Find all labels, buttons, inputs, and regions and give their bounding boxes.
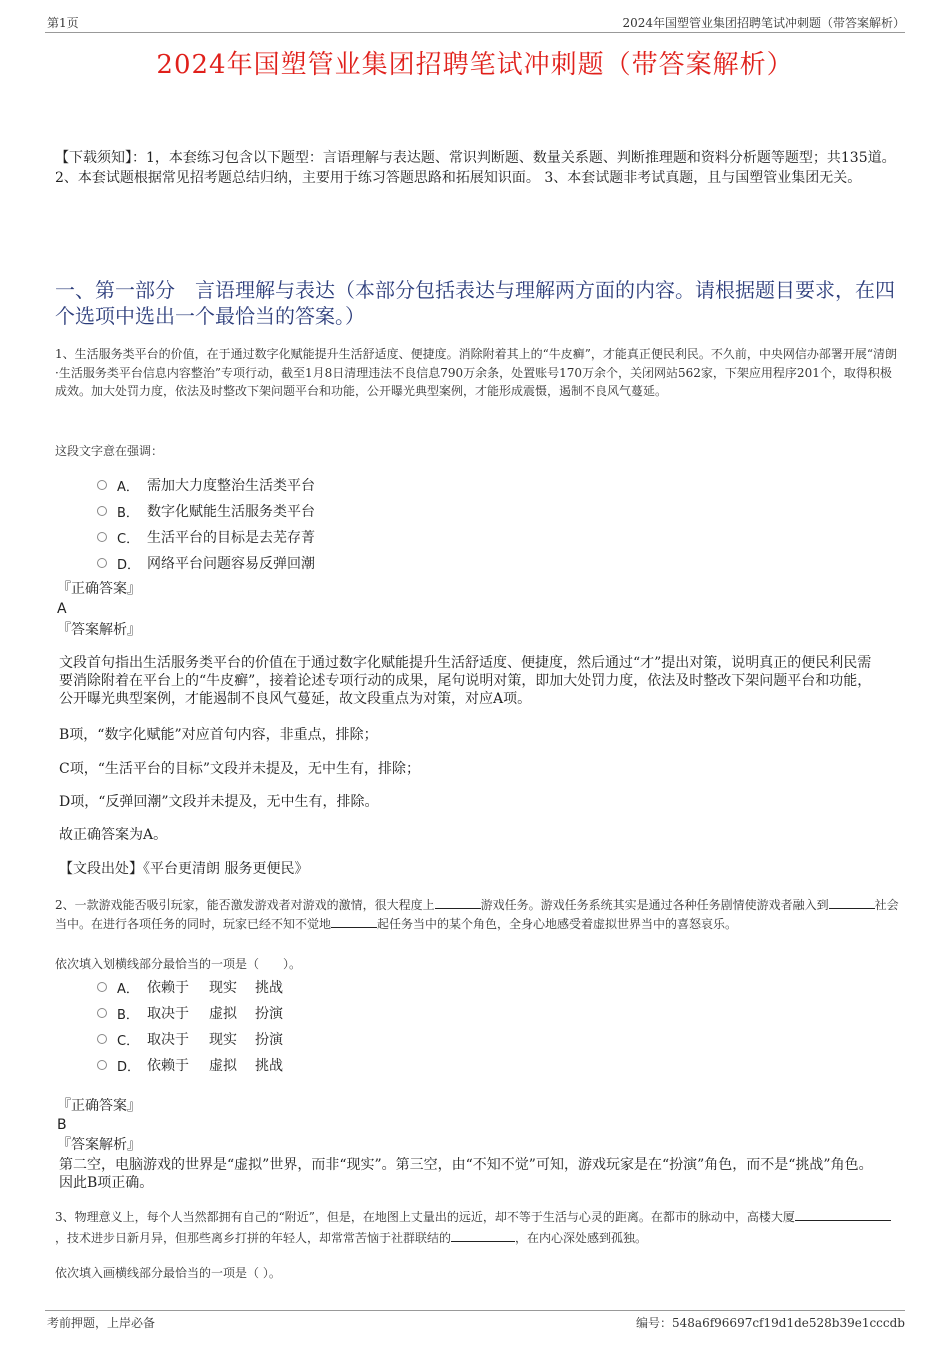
q3-stem: 3、物理意义上，每个人当然都拥有自己的“附近”，但是，在地图上丈量出的远近，却不等于生活与心灵的距离。在都市的脉动中，高楼大厦，技术进步日新月异，但那些离乡打拼的年轻人，却常常苦恼于社群联结的 ，在内心深处感到孤独。 (55, 1207, 900, 1249)
running-header-title: 2024年国塑管业集团招聘笔试冲刺题（带答案解析） (622, 16, 905, 30)
q1-prompt: 这段文字意在强调： (55, 444, 164, 458)
radio-icon[interactable] (97, 1060, 107, 1070)
page-number: 第1页 (47, 16, 79, 30)
q2-answer-label: 『正确答案』 (57, 1098, 141, 1114)
q2-option-b[interactable]: B． 取决于 虚拟 扮演 (97, 1002, 283, 1024)
q1-option-a[interactable]: A． 需加大力度整治生活类平台 (97, 474, 315, 496)
q3-prompt: 依次填入画横线部分最恰当的一项是（ ）。 (55, 1266, 281, 1280)
radio-icon[interactable] (97, 558, 107, 568)
document-title: 2024年国塑管业集团招聘笔试冲刺题（带答案解析） (156, 50, 794, 80)
q1-answer: A (57, 601, 67, 617)
q1-option-c[interactable]: C． 生活平台的目标是去芜存菁 (97, 526, 315, 548)
q2-prompt: 依次填入划横线部分最恰当的一项是（ ）。 (55, 957, 302, 971)
footer-divider (45, 1310, 905, 1311)
q1-conclusion: 故正确答案为A。 (59, 827, 168, 843)
blank-2 (829, 896, 875, 909)
q2-option-a[interactable]: A． 依赖于 现实 挑战 (97, 976, 283, 998)
download-notice: 【下载须知】：1，本套练习包含以下题型：言语理解与表达题、常识判断题、数量关系题、判断推理题和资料分析题等题型；共135道。 2、本套试题根据常见招考题总结归纳，主要用于练习答题思路和拓展知识面。 3、本套试题非考试真题，且与国塑管业集团无关。 (55, 150, 896, 186)
q1-analysis-label: 『答案解析』 (57, 622, 141, 638)
q2-analysis: 第二空，电脑游戏的世界是“虚拟”世界，而非“现实”。第三空，由“不知不觉”可知，游戏玩家是在“扮演”角色，而不是“挑战”角色。因此B项正确。 (59, 1157, 873, 1191)
q1-analysis-d: D项，“反弹回潮”文段并未提及，无中生有，排除。 (59, 794, 379, 810)
radio-icon[interactable] (97, 982, 107, 992)
q2-options (97, 976, 283, 1076)
q1-analysis-b: B项，“数字化赋能”对应首句内容，非重点，排除； (59, 727, 378, 743)
blank-1 (435, 896, 481, 909)
blank-1 (795, 1208, 891, 1221)
q2-analysis-label: 『答案解析』 (57, 1137, 141, 1153)
radio-icon[interactable] (97, 532, 107, 542)
document-id: 编号：548a6f96697cf19d1de528b39e1cccdb (636, 1316, 905, 1330)
q1-analysis-main: 文段首句指出生活服务类平台的价值在于通过数字化赋能提升生活舒适度、便捷度，然后通过“才”提出对策，说明真正的便民利民需要消除附着在平台上的“牛皮癣”，接着论述专项行动的成果，尾句说明对策，即加大处罚力度，依法及时整改下架问题平台和功能，公开曝光典型案例，才能遏制不良风气蔓延，故文段重点为对策，对应A项。 (59, 655, 872, 707)
header-divider (45, 32, 905, 33)
q1-answer-label: 『正确答案』 (57, 581, 141, 597)
q2-stem: 2、一款游戏能否吸引玩家，能否激发游戏者对游戏的激情，很大程度上 游戏任务。游戏任务系统其实是通过各种任务剧情使游戏者融入到 社会当中。在进行各项任务的同时，玩家已经不知不觉地 起任务当中的某个角色，全身心地感受着虚拟世界当中的喜怒哀乐。 (55, 898, 899, 931)
q2-option-c[interactable]: C． 取决于 现实 扮演 (97, 1028, 283, 1050)
radio-icon[interactable] (97, 506, 107, 516)
radio-icon[interactable] (97, 1008, 107, 1018)
q1-analysis-c: C项，“生活平台的目标”文段并未提及，无中生有，排除； (59, 761, 421, 777)
radio-icon[interactable] (97, 480, 107, 490)
blank-3 (331, 915, 377, 928)
q1-options (97, 474, 315, 574)
q2-option-d[interactable]: D． 依赖于 虚拟 挑战 (97, 1054, 283, 1076)
q2-answer: B (57, 1117, 67, 1133)
q1-option-d[interactable]: D． 网络平台问题容易反弹回潮 (97, 552, 315, 574)
footer-slogan: 考前押题，上岸必备 (47, 1316, 156, 1330)
q1-stem: 1、生活服务类平台的价值，在于通过数字化赋能提升生活舒适度、便捷度。消除附着其上的“牛皮癣”，才能真正便民利民。不久前，中央网信办部署开展“清朗·生活服务类平台信息内容整治”专项行动，截至1月8日清理违法不良信息790万余条，处置账号170万余个，关闭网站562家，下架应用程序201个，取得积极成效。加大处罚力度，依法及时整改下架问题平台和功能，公开曝光典型案例，才能形成震慑，遏制不良风气蔓延。 (55, 347, 898, 398)
section-heading: 一、第一部分 言语理解与表达（本部分包括表达与理解两方面的内容。请根据题目要求，在四个选项中选出一个最恰当的答案。） (55, 278, 895, 328)
q1-source: 【文段出处】《平台更清朗 服务更便民》 (59, 861, 309, 877)
q1-option-b[interactable]: B． 数字化赋能生活服务类平台 (97, 500, 315, 522)
blank-2 (451, 1229, 515, 1242)
radio-icon[interactable] (97, 1034, 107, 1044)
